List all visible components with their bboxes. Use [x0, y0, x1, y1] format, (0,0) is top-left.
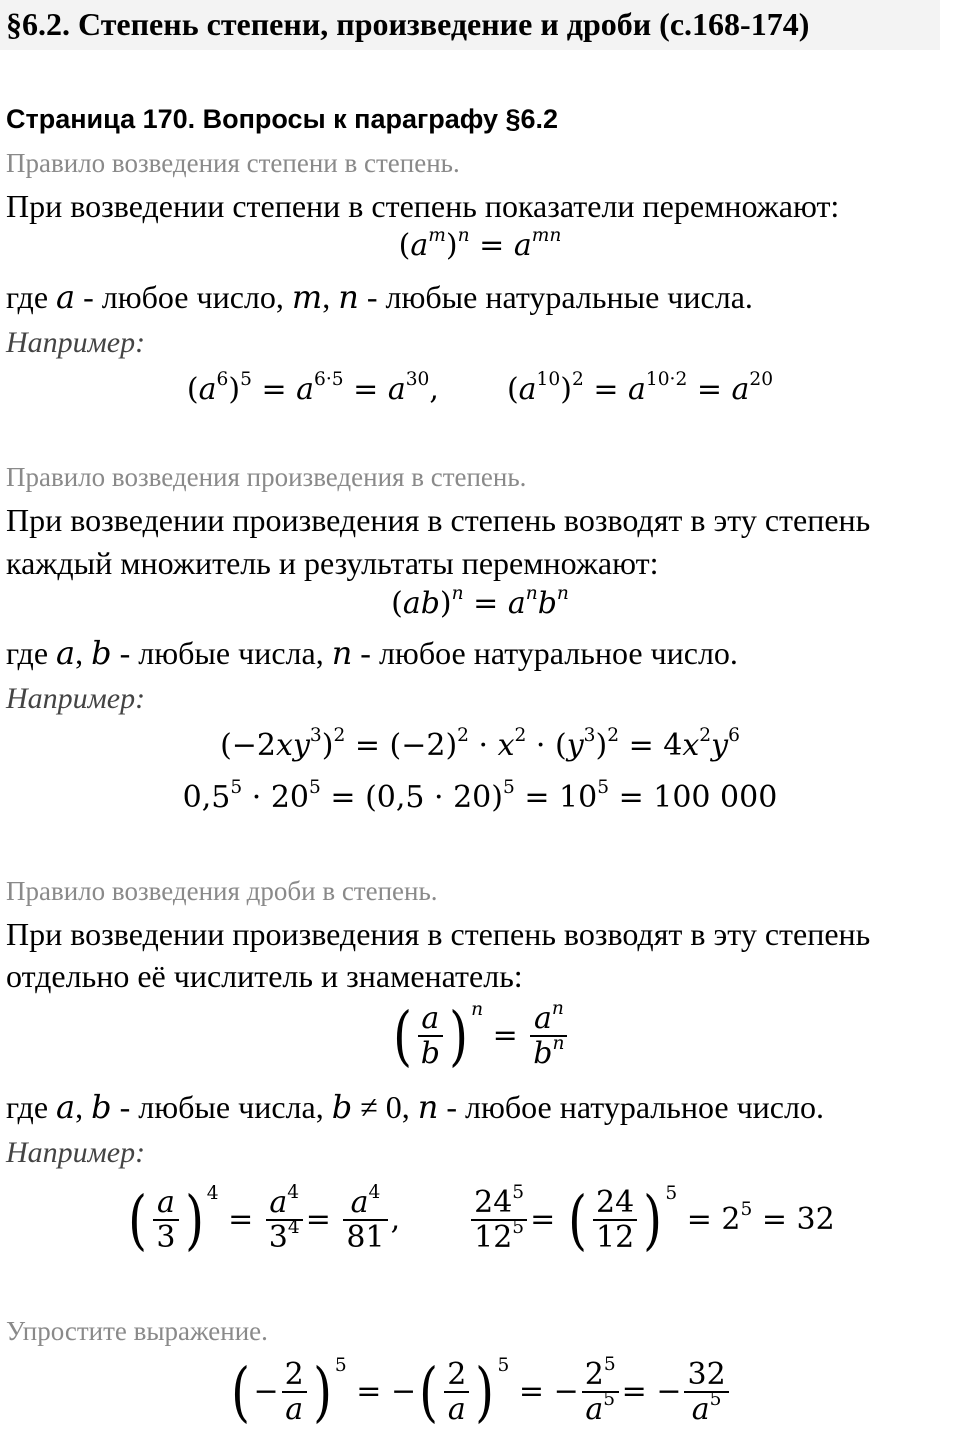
rule2-example-2: $0,5^5 \cdot 20^5 = (0,5 \cdot 20)^5 = 10^5 = 100$ 000: [182, 777, 778, 815]
rule1-formula: $(a^m)^n = a^{mn}$: [398, 225, 562, 263]
rule1-example-label: Например:: [6, 326, 146, 359]
rule3-statement-line1: При возведении произведения в степень возводят в эту степень: [6, 916, 871, 952]
rule3-formula: ( $\frac{a}{b}$ ) $^n$ = $\frac{a^n}{b^n}$: [0, 1002, 960, 1072]
rule3-where: где a, b - любые числа, b ≠ 0, n - любое натуральное число.: [6, 1088, 824, 1126]
rule2-statement-line1: При возведении произведения в степень возводят в эту степень: [6, 502, 871, 538]
rule2-where: где a, b - любые числа, n - любое натуральное число.: [6, 634, 738, 672]
section-title: §6.2. Степень степени, произведение и дроби (с.168-174): [0, 0, 940, 50]
rule2-formula: $(ab)^n = a^nb^n$: [391, 583, 569, 621]
rule1-statement: При возведении степени в степень показатели перемножают:: [6, 188, 840, 224]
rule4-question: Упростите выражение.: [6, 1316, 268, 1346]
rule2-question: Правило возведения произведения в степень.: [6, 462, 527, 492]
rule1-question: Правило возведения степени в степень.: [6, 148, 460, 178]
rule2-statement-line2: каждый множитель и результаты перемножают:: [6, 545, 659, 581]
rule2-example-label: Например:: [6, 682, 146, 715]
rule3-example-label: Например:: [6, 1136, 146, 1169]
rule1-examples: $(a^6)^5 = a^{6\cdot 5} = a^{30}$, $(a^{10})^2 = a^{10\cdot 2} = a^{20}$: [186, 369, 774, 407]
rule3-statement-line2: отдельно её числитель и знаменатель:: [6, 958, 523, 994]
rule2-example-1: $(-2xy^3)^2 = (-2)^2 \cdot x^2 \cdot (y^3)^2 = 4x^2y^6$: [220, 725, 740, 763]
rule1-where: где a - любое число, m, n - любые натуральные числа.: [6, 278, 753, 316]
rule3-question: Правило возведения дроби в степень.: [6, 876, 438, 906]
rule4-formula: ( − $\frac{2}{a}$ ) $^5$ = −( $\frac{2}{a}$ ) $^5$ = − $\frac{2^5}{a^5}$ = − $\frac{32}{a^5}$: [0, 1358, 960, 1428]
rule3-examples: ( $\frac{a}{3}$ ) $^4$ = $\frac{a^4}{3^4}$ = $\frac{a^4}{81}$ , $\frac{24^5}{12^5}$ = ( $\frac{24}{12}$ ) $^5 = 2^5 = 32$: [128, 1182, 835, 1258]
page-heading: Страница 170. Вопросы к параграфу §6.2: [6, 104, 559, 134]
